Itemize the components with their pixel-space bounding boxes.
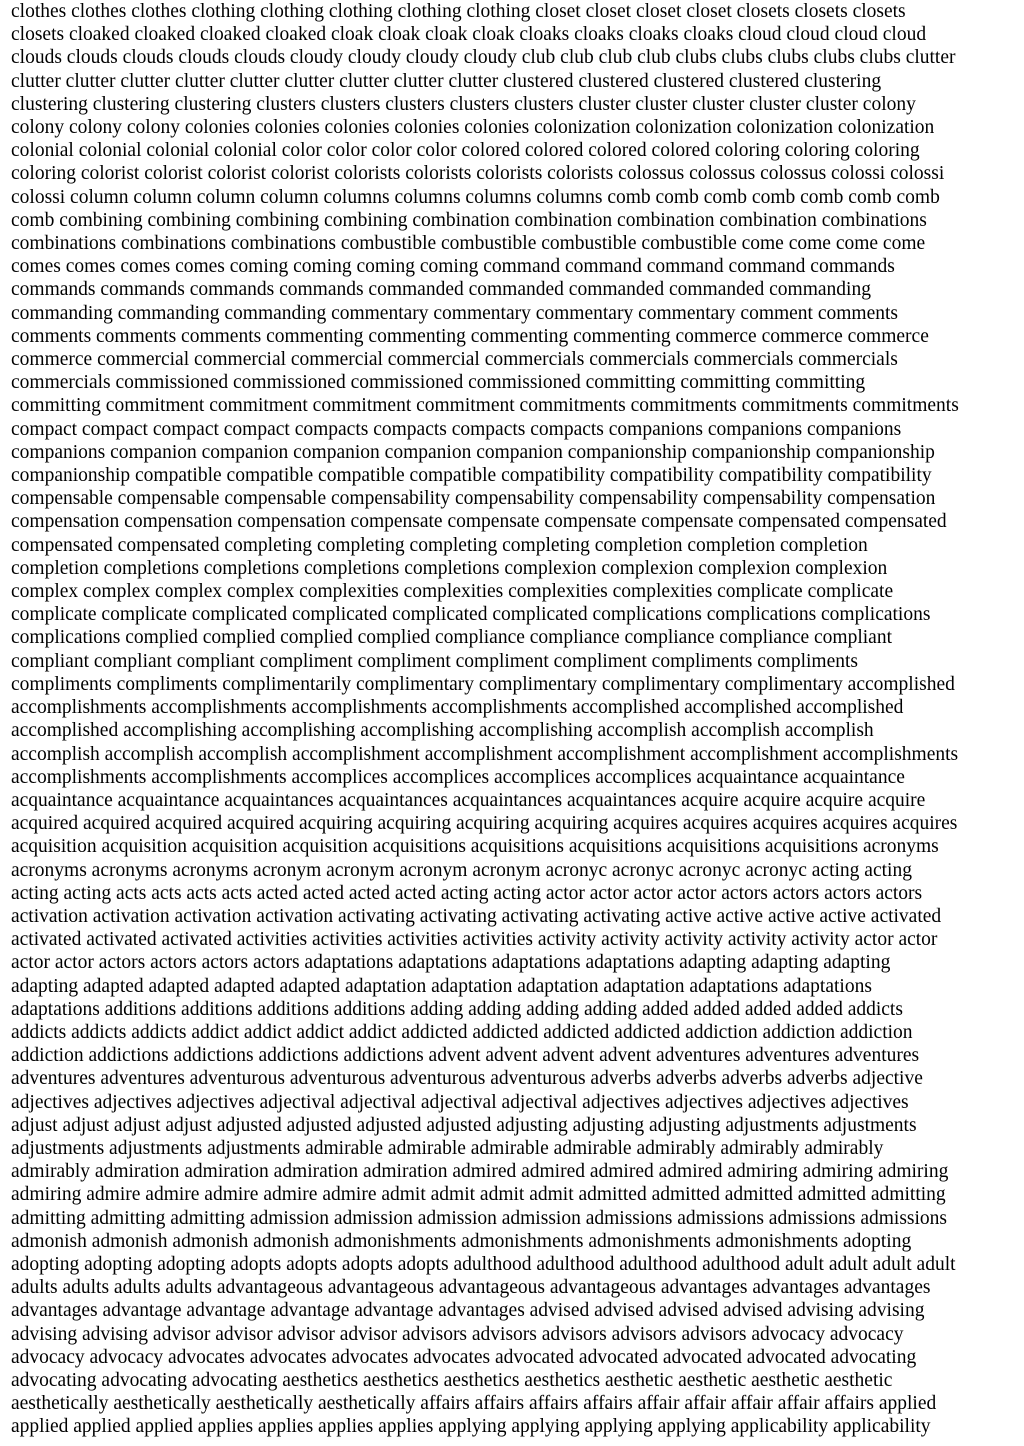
text-line: adopting adopting adopting adopts adopts adopts adopts adulthood adulthood adulthood adulthood adult adult adult adult — [11, 1253, 956, 1275]
text-line: comments comments comments commenting commenting commenting commenting commerce commerce commerce — [11, 325, 929, 347]
text-line: actor actor actors actors actors actors adaptations adaptations adaptations adaptations adapting adapting adapting — [11, 952, 891, 974]
text-line: acquired acquired acquired acquired acquiring acquiring acquiring acquiring acquires acquires acquires acquires acquires — [11, 813, 958, 835]
text-line: admitting admitting admitting admission admission admission admission admissions admissions admissions admissions — [11, 1207, 948, 1229]
text-line: combinations combinations combinations combustible combustible combustible combustible come come come come — [11, 233, 926, 255]
text-line: committing commitment commitment commitment commitment commitments commitments commitments commitments — [11, 395, 959, 417]
text-line: compliments compliments complimentarily complimentary complimentary complimentary complimentary accomplished — [11, 673, 955, 695]
text-line: admiring admire admire admire admire admire admit admit admit admit admitted admitted admitted admitted admitting — [11, 1184, 946, 1206]
text-line: advising advising advisor advisor advisor advisor advisors advisors advisors advisors advisors advocacy advocacy — [11, 1323, 904, 1345]
text-line: aesthetically aesthetically aesthetically aesthetically affairs affairs affairs affairs affair affair affair affair affairs applied — [11, 1393, 937, 1415]
text-line: addiction addictions addictions addictions addictions advent advent advent advent adventures adventures adventures — [11, 1045, 920, 1067]
text-line: colossi column column column column columns columns columns columns comb comb comb comb comb comb comb — [11, 186, 940, 208]
text-line: advocacy advocacy advocates advocates advocates advocates advocated advocated advocated advocated advocating — [11, 1346, 917, 1368]
text-line: accomplishments accomplishments accomplices accomplices accomplices accomplices acquaintance acquaintance — [11, 766, 905, 788]
text-line: clutter clutter clutter clutter clutter clutter clutter clutter clutter clustered clustered clustered clustered clustering — [11, 70, 882, 92]
text-line: admonish admonish admonish admonish admonishments admonishments admonishments admonishments adopting — [11, 1230, 912, 1252]
text-line: adjectives adjectives adjectives adjectival adjectival adjectival adjectival adjectives adjectives adjectives adjectives — [11, 1091, 909, 1113]
text-line: addicts addicts addicts addict addict addict addict addicted addicted addicted addicted addiction addiction addiction — [11, 1021, 913, 1043]
text-line: acquisition acquisition acquisition acquisition acquisitions acquisitions acquisitions acquisitions acquisitions acronyms — [11, 836, 939, 858]
text-line: commercials commissioned commissioned commissioned commissioned committing committing committing — [11, 372, 866, 394]
text-line: colonial colonial colonial colonial color color color color colored colored colored colored coloring coloring coloring — [11, 140, 920, 162]
text-line: compensable compensable compensable compensability compensability compensability compensability compensation — [11, 488, 936, 510]
text-line: activation activation activation activation activating activating activating activating active active active active activated — [11, 905, 942, 927]
text-line: compensated compensated completing completing completing completing completion completion completion — [11, 534, 868, 556]
text-line: commanding commanding commanding commentary commentary commentary commentary comment comments — [11, 302, 899, 324]
text-line: accomplished accomplishing accomplishing accomplishing accomplishing accomplish accomplish accomplish — [11, 720, 874, 742]
text-line: acronyms acronyms acronyms acronym acronym acronym acronym acronyc acronyc acronyc acronyc acting acting — [11, 859, 912, 881]
word-list-text — [11, 0, 1017, 1439]
text-line: accomplishments accomplishments accomplishments accomplishments accomplished accomplished accomplished — [11, 697, 904, 719]
text-line: complications complied complied complied complied compliance compliance compliance compliance compliant — [11, 627, 892, 649]
text-line: acting acting acts acts acts acts acted acted acted acted acting acting actor actor actor actor actors actors actors actors — [11, 882, 923, 904]
text-line: companionship compatible compatible compatible compatible compatibility compatibility compatibility compatibility — [11, 465, 932, 487]
text-line: adventures adventures adventurous adventurous adventurous adventurous adverbs adverbs adverbs adverbs adjective — [11, 1068, 923, 1090]
text-line: adults adults adults adults advantageous advantageous advantageous advantageous advantages advantages advantages — [11, 1277, 931, 1299]
text-line: commands commands commands commands commanded commanded commanded commanded commanding — [11, 279, 871, 301]
text-line: clothes clothes clothes clothing clothing clothing clothing clothing closet closet closet closet closets closets closets — [11, 1, 906, 22]
text-line: advocating advocating advocating aesthetics aesthetics aesthetics aesthetics aesthetic aesthetic aesthetic aesthetic — [11, 1369, 893, 1391]
text-line: admirably admiration admiration admiration admiration admired admired admired admired admiring admiring admiring — [11, 1161, 949, 1183]
text-line: colony colony colony colonies colonies colonies colonies colonies colonization colonization colonization colonization — [11, 117, 935, 139]
text-line: completion completions completions completions completions complexion complexion complexion complexion — [11, 557, 888, 579]
text-line: closets cloaked cloaked cloaked cloaked cloak cloak cloak cloak cloaks cloaks cloaks cloaks cloud cloud cloud cloud — [11, 24, 927, 46]
text-line: adapting adapted adapted adapted adapted adaptation adaptation adaptation adaptation adaptations adaptations — [11, 975, 872, 997]
text-line: compensation compensation compensation compensate compensate compensate compensate compensated compensated — [11, 511, 947, 533]
text-line: companions companion companion companion companion companion companionship companionship companionship — [11, 441, 935, 463]
text-line: advantages advantage advantage advantage advantage advantages advised advised advised advised advising advising — [11, 1300, 925, 1322]
text-line: comes comes comes comes coming coming coming coming command command command command commands — [11, 256, 895, 278]
text-line: clouds clouds clouds clouds clouds cloudy cloudy cloudy cloudy club club club club clubs clubs clubs clubs clubs clutter — [11, 47, 956, 69]
text-line: coloring colorist colorist colorist colorist colorists colorists colorists colorists colossus colossus colossus colossi colossi — [11, 163, 945, 185]
text-line: complicate complicate complicated complicated complicated complicated complications complications complications — [11, 604, 931, 626]
text-line: activated activated activated activities activities activities activities activity activity activity activity activity actor actor — [11, 929, 938, 951]
text-line: complex complex complex complex complexities complexities complexities complexities complicate complicate — [11, 581, 894, 603]
text-line: commerce commercial commercial commercial commercial commercials commercials commercials commercials — [11, 349, 898, 371]
text-line: adjustments adjustments adjustments admirable admirable admirable admirable admirably admirably admirably — [11, 1137, 884, 1159]
text-line: accomplish accomplish accomplish accomplishment accomplishment accomplishment accomplishment accomplishments — [11, 743, 959, 765]
text-line: clustering clustering clustering clusters clusters clusters clusters clusters cluster cluster cluster cluster cluster colony — [11, 93, 916, 115]
text-line: adaptations additions additions additions additions adding adding adding adding added added added added addicts — [11, 998, 903, 1020]
text-line: acquaintance acquaintance acquaintances acquaintances acquaintances acquaintances acquire acquire acquire acquire — [11, 789, 926, 811]
text-line: adjust adjust adjust adjust adjusted adjusted adjusted adjusted adjusting adjusting adjusting adjustments adjustments — [11, 1114, 917, 1136]
text-line: comb combining combining combining combining combination combination combination combination combinations — [11, 209, 927, 231]
text-line: applied applied applied applies applies applies applies applying applying applying applying applicability applicability — [11, 1416, 931, 1438]
text-line: compliant compliant compliant compliment compliment compliment compliment compliments compliments — [11, 650, 859, 672]
text-line: compact compact compact compact compacts compacts compacts compacts companions companions companions — [11, 418, 902, 440]
